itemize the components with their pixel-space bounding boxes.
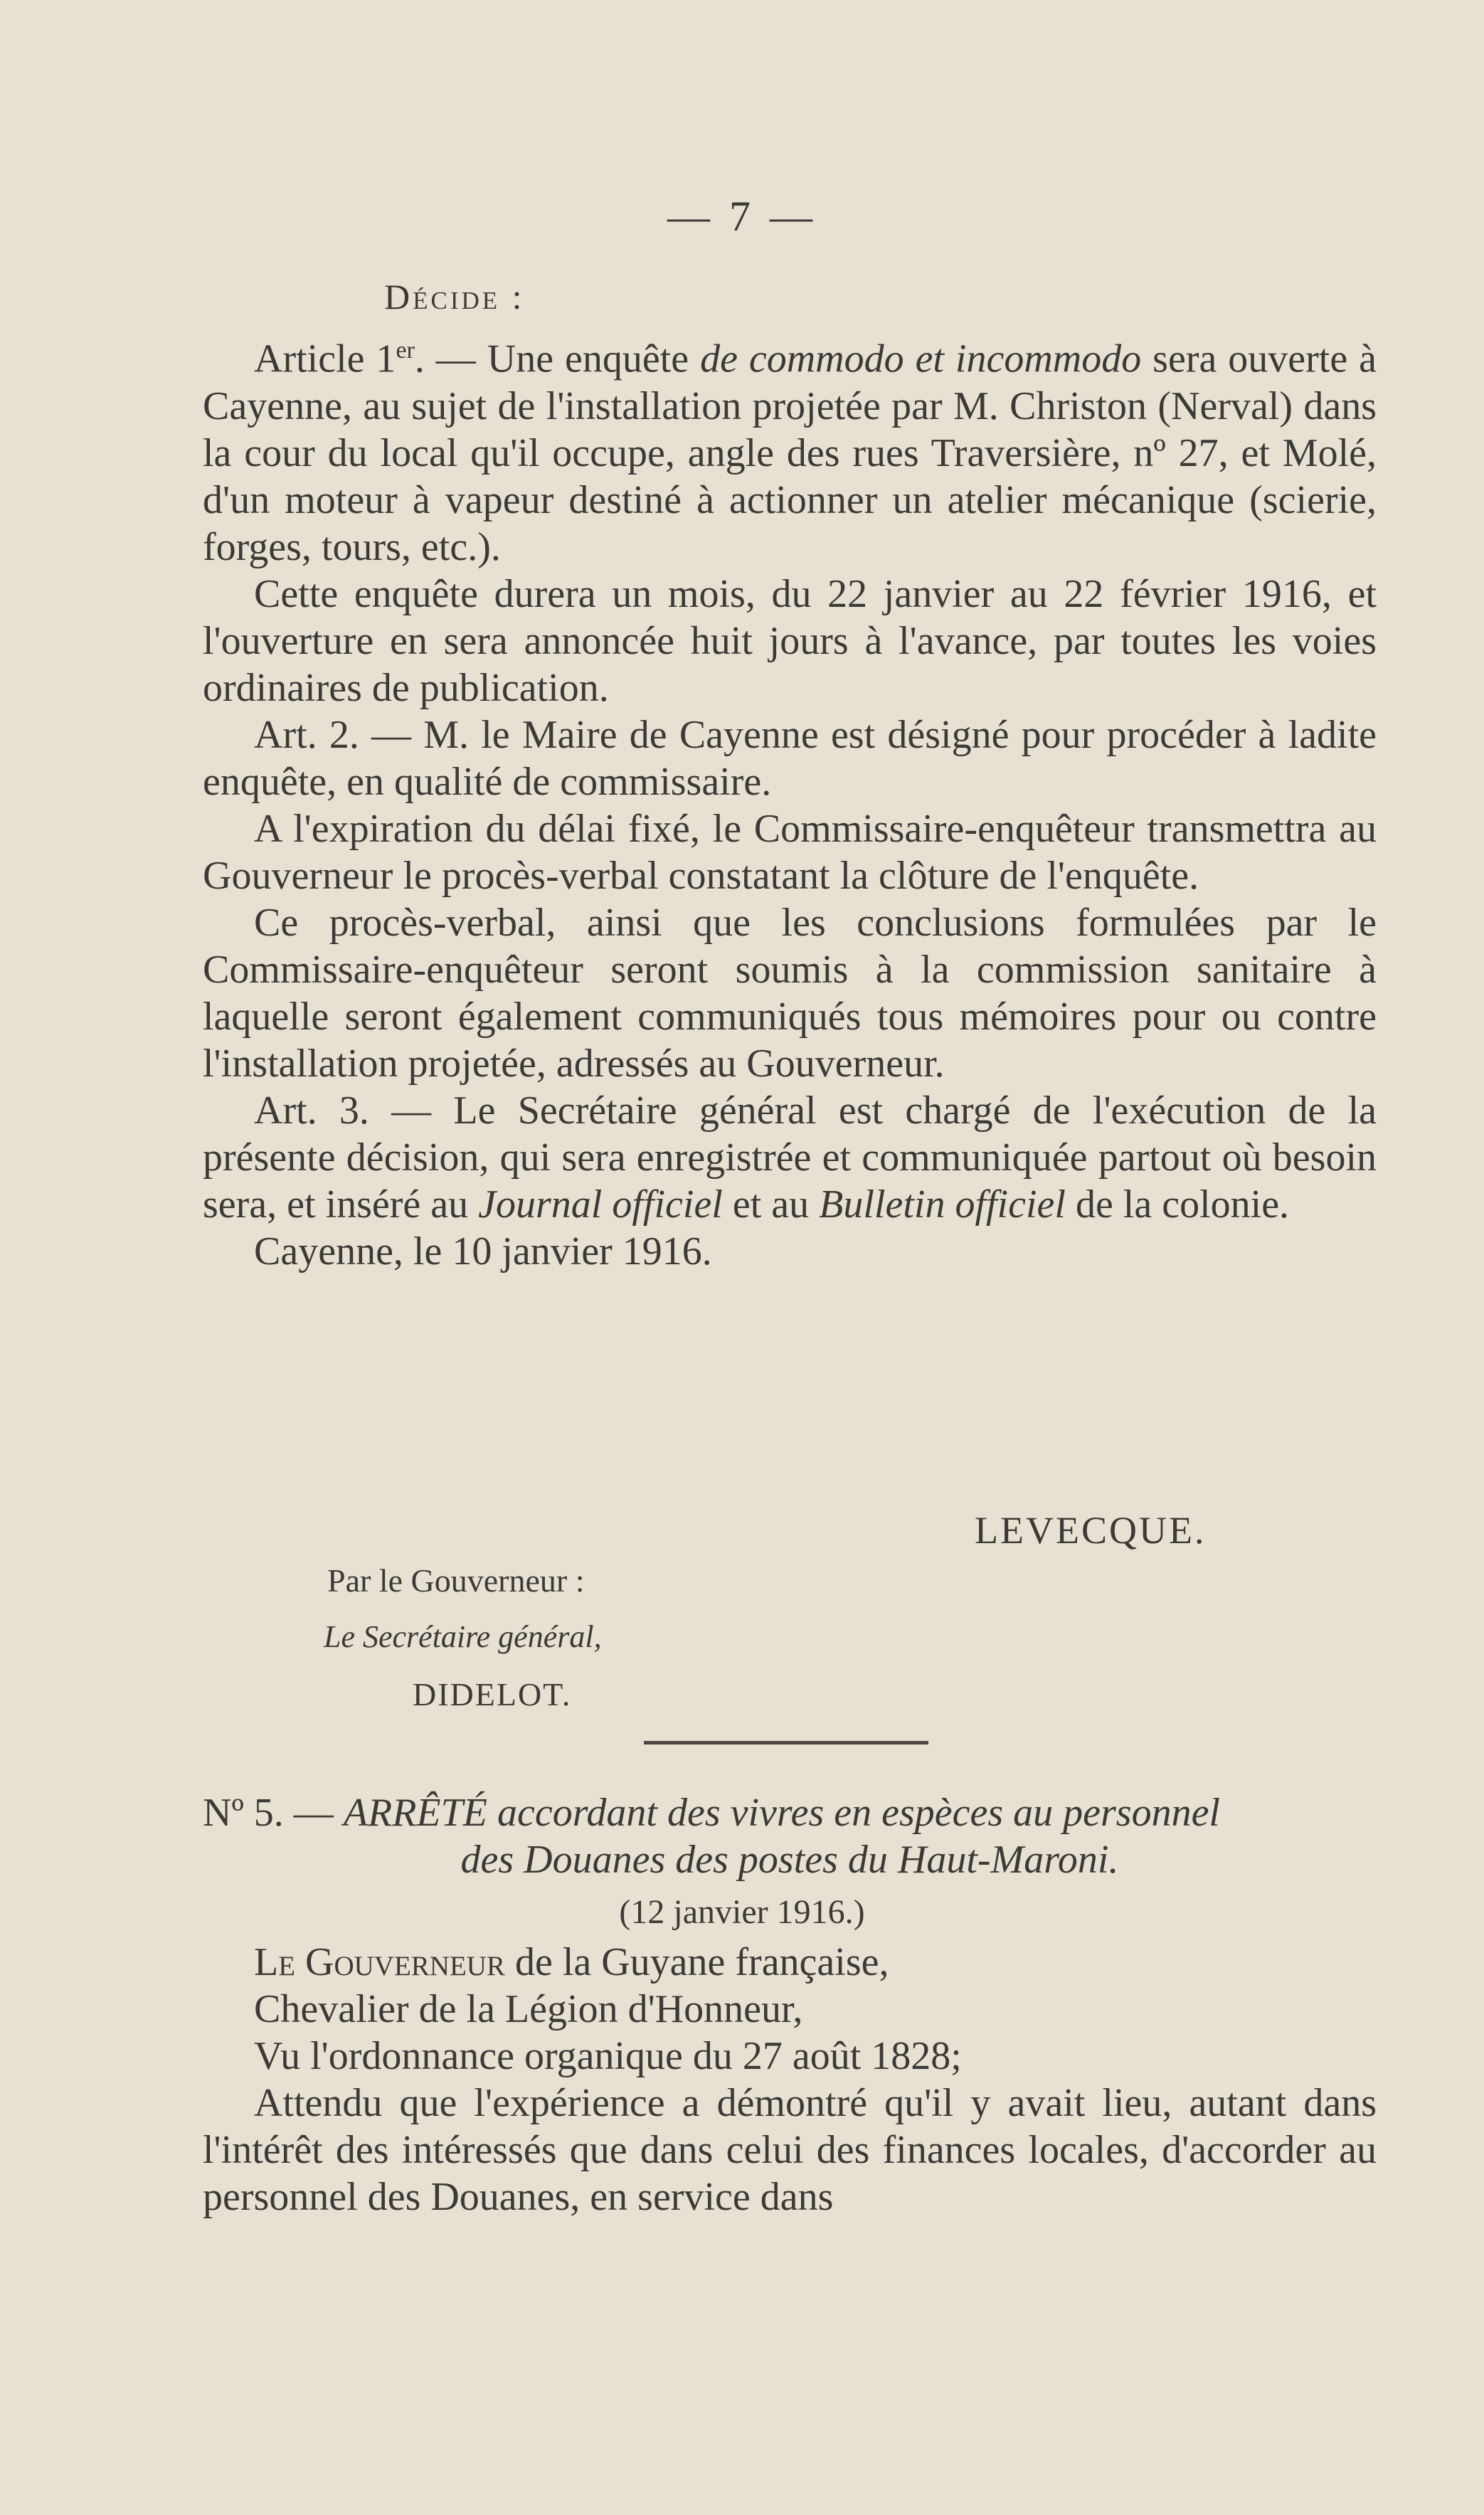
paragraph-duration: Cette enquête durera un mois, du 22 janvier au 22 février 1916, et l'ouverture en sera annoncée huit jours à l'avance, par toutes les voies ordinaires de publication. bbox=[203, 571, 1377, 710]
decision-body bbox=[203, 327, 1377, 1275]
attendu-paragraph: Attendu que l'expérience a démontré qu'il y avait lieu, autant dans l'intérêt des intéressés que dans celui des finances locales, d'accorder au personnel des Douanes, en service dans bbox=[203, 2081, 1377, 2219]
journal-officiel: Journal officiel bbox=[478, 1182, 723, 1227]
separator-rule bbox=[644, 1741, 928, 1744]
page-number: — 7 — bbox=[667, 193, 817, 240]
par-le-gouverneur: Par le Gouverneur : bbox=[327, 1562, 585, 1599]
article-1-rest: sera ouverte à Cayenne, au sujet de l'installation projetée par M. Christon (Nerval) dans la cour du local qu'il occupe, angle des rues Traversière, nº 27, et Molé, d'un moteur à vapeur destiné à actionner un atelier mécanique (scierie, forges, tours, etc.). bbox=[203, 337, 1377, 569]
arrete-title-line-2: des Douanes des postes du Haut-Maroni. bbox=[460, 1838, 1119, 1882]
gouverneur-line bbox=[203, 1939, 1377, 1986]
paragraph-proces-verbal: Ce procès-verbal, ainsi que les conclusions formulées par le Commissaire-enquêteur seront soumis à la commission sanitaire à laquelle seront également communiqués tous mémoires pour ou contre l'installation projetée, adressés au Gouverneur. bbox=[203, 900, 1377, 1086]
le-gouverneur: Le Gouverneur bbox=[254, 1940, 505, 1984]
article-3-mid: et au bbox=[722, 1182, 820, 1227]
article-1-pre: . — Une enquête bbox=[414, 337, 701, 381]
article-3-post: de la colonie. bbox=[1065, 1182, 1290, 1227]
article-3-pre: Art. 3. — Le Secrétaire général est chargé de l'exécution de la présente décision, qui sera enregistrée et communiquée partout où besoin sera, et inséré au bbox=[203, 1088, 1377, 1227]
arrete-body bbox=[203, 1939, 1377, 2220]
article-3 bbox=[203, 1087, 1377, 1228]
arrete-title bbox=[203, 1789, 1377, 1883]
decide-heading: Décide : bbox=[384, 277, 525, 317]
signature-didelot: DIDELOT. bbox=[413, 1676, 572, 1712]
article-1 bbox=[203, 327, 1377, 571]
paragraph-expiration: A l'expiration du délai fixé, le Commissaire-enquêteur transmettra au Gouverneur le procès-verbal constatant la clôture de l'enquête. bbox=[203, 806, 1377, 898]
arrete-title-line-1 bbox=[203, 1789, 1377, 1836]
article-1-italic: de commodo et incommodo bbox=[700, 337, 1142, 381]
arrete-title-text-1: ARRÊTÉ accordant des vivres en espèces au personnel bbox=[343, 1791, 1220, 1835]
article-2: Art. 2. — M. le Maire de Cayenne est désigné pour procéder à ladite enquête, en qualité de commissaire. bbox=[203, 712, 1377, 804]
article-1-sup: er bbox=[396, 337, 415, 364]
bulletin-officiel: Bulletin officiel bbox=[819, 1182, 1066, 1227]
signature-levecque: LEVECQUE. bbox=[975, 1509, 1207, 1552]
arrete-date: (12 janvier 1916.) bbox=[619, 1893, 865, 1931]
article-1-lead: Article 1 bbox=[254, 337, 396, 381]
place-date: Cayenne, le 10 janvier 1916. bbox=[254, 1229, 712, 1274]
gouverneur-line-rest: de la Guyane française, bbox=[504, 1940, 889, 1984]
arrete-number: Nº 5. — bbox=[203, 1791, 344, 1835]
secretaire-general: Le Secrétaire général, bbox=[324, 1619, 602, 1654]
vu-line: Vu l'ordonnance organique du 27 août 1828; bbox=[254, 2034, 962, 2078]
chevalier-line: Chevalier de la Légion d'Honneur, bbox=[254, 1987, 803, 2031]
